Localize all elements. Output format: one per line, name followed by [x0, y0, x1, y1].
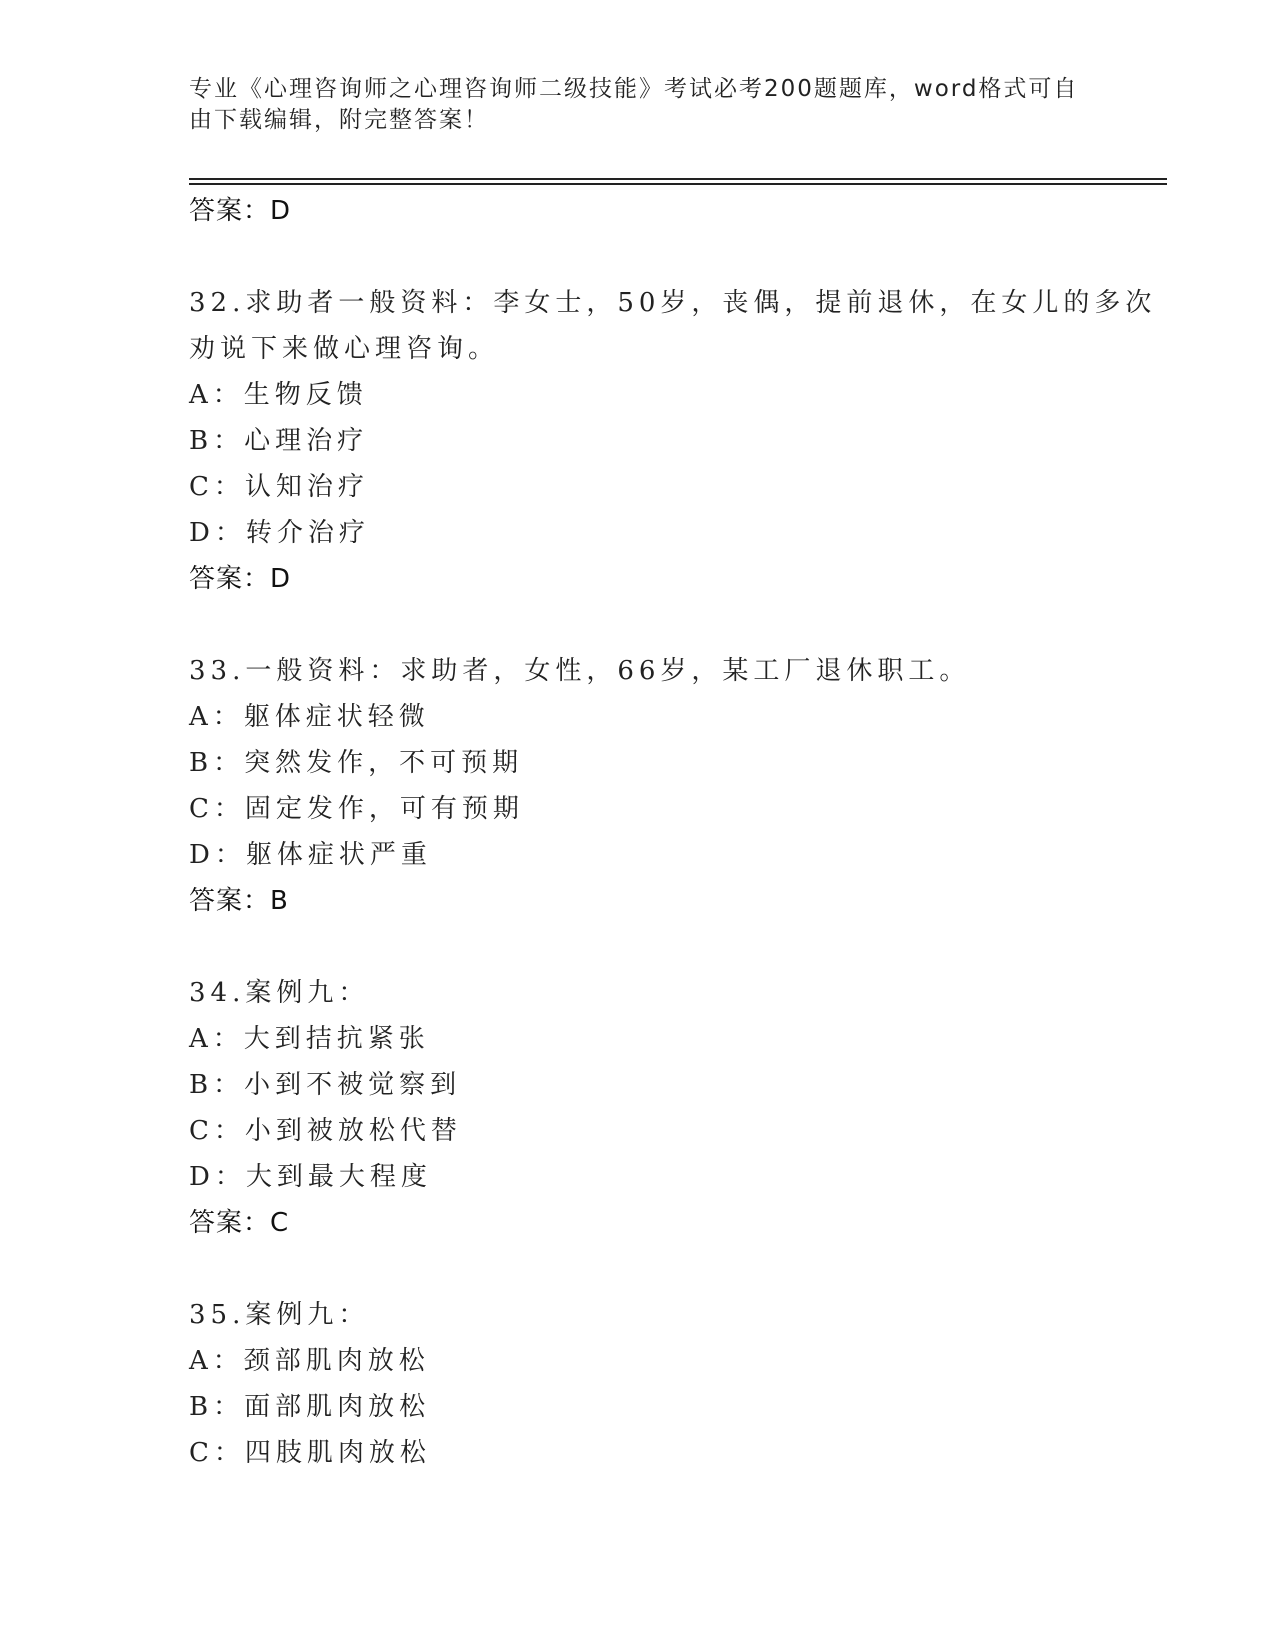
question-stem: 32.求助者一般资料：李女士，50岁，丧偶，提前退休，在女儿的多次 — [189, 288, 1157, 318]
answer: 答案：B — [189, 886, 289, 916]
question-35 — [189, 1292, 1149, 1476]
option-b: B：心理治疗 — [189, 426, 369, 456]
option-d: D：大到最大程度 — [189, 1162, 432, 1192]
question-32 — [189, 280, 1157, 602]
header-rule-bottom — [189, 183, 1167, 185]
option-b: B：面部肌肉放松 — [189, 1392, 431, 1422]
answer: 答案：C — [189, 1208, 290, 1238]
answer: 答案：D — [189, 564, 292, 594]
previous-answer: 答案：D — [189, 196, 292, 226]
question-stem: 34.案例九： — [189, 978, 370, 1008]
question-33 — [189, 648, 1149, 924]
option-c: C：四肢肌肉放松 — [189, 1438, 431, 1468]
spacer — [189, 234, 1149, 280]
option-a: A：大到拮抗紧张 — [189, 1024, 430, 1054]
option-b: B：小到不被觉察到 — [189, 1070, 462, 1100]
header-line-1: 专业《心理咨询师之心理咨询师二级技能》考试必考200题题库，word格式可自 — [189, 76, 1079, 102]
option-a: A：躯体症状轻微 — [189, 702, 430, 732]
option-c: C：固定发作，可有预期 — [189, 794, 524, 824]
option-a: A：颈部肌肉放松 — [189, 1346, 430, 1376]
option-c: C：认知治疗 — [189, 472, 369, 502]
spacer — [189, 1246, 1149, 1292]
question-34 — [189, 970, 1149, 1246]
header-line-2: 由下载编辑，附完整答案！ — [189, 107, 489, 133]
option-d: D：转介治疗 — [189, 518, 370, 548]
option-b: B：突然发作，不可预期 — [189, 748, 524, 778]
question-list — [189, 188, 1157, 1476]
question-stem: 35.案例九： — [189, 1300, 370, 1330]
spacer — [189, 602, 1149, 648]
option-a: A：生物反馈 — [189, 380, 368, 410]
question-stem-cont: 劝说下来做心理咨询。 — [189, 334, 500, 364]
document-header — [189, 74, 1089, 136]
question-stem: 33.一般资料：求助者，女性，66岁，某工厂退休职工。 — [189, 656, 971, 686]
option-d: D：躯体症状严重 — [189, 840, 432, 870]
spacer — [189, 924, 1149, 970]
header-rule-top — [189, 178, 1167, 180]
option-c: C：小到被放松代替 — [189, 1116, 462, 1146]
